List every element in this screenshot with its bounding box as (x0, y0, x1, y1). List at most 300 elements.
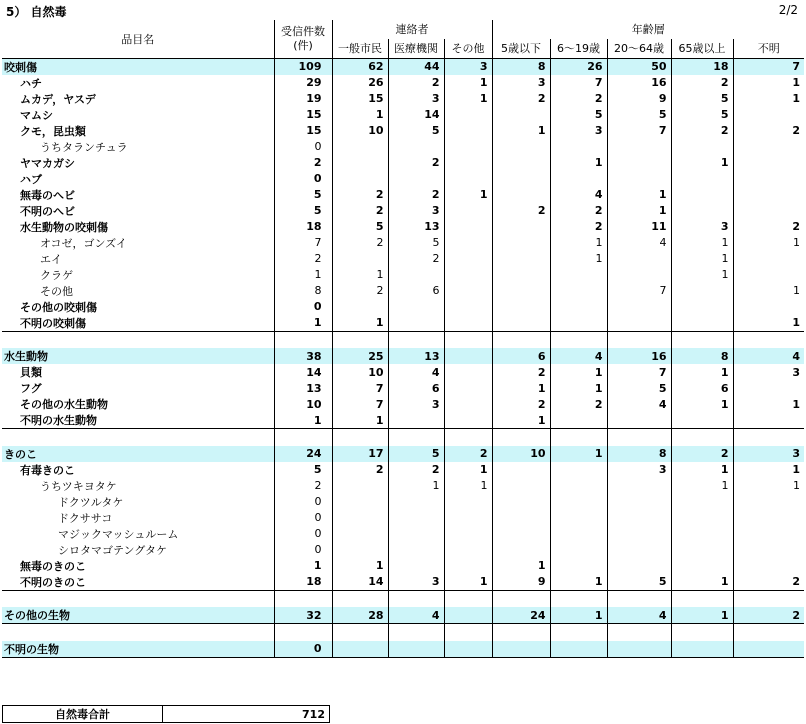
row-value (733, 331, 804, 348)
row-value: 1 (733, 315, 804, 332)
row-value (444, 219, 492, 235)
row-value (444, 267, 492, 283)
row-value: 2 (444, 446, 492, 462)
row-value (607, 155, 671, 171)
row-value: 26 (550, 58, 607, 75)
row-value: 3 (733, 446, 804, 462)
row-value (444, 203, 492, 219)
row-value (550, 542, 607, 558)
table-row (2, 91, 804, 107)
row-value (388, 171, 444, 187)
header-col: 6～19歳 (550, 39, 607, 58)
row-value (492, 139, 550, 155)
row-value: 7 (332, 396, 388, 412)
row-value: 13 (388, 219, 444, 235)
row-value: 18 (274, 219, 332, 235)
row-value: 10 (332, 364, 388, 380)
row-value: 1 (444, 462, 492, 478)
row-value: 1 (388, 478, 444, 494)
row-value: 2 (550, 203, 607, 219)
row-value: 2 (492, 91, 550, 107)
row-value: 4 (388, 364, 444, 380)
row-value: 14 (332, 574, 388, 591)
row-name: その他の咬刺傷 (20, 300, 97, 314)
row-value (607, 251, 671, 267)
row-value: 2 (550, 396, 607, 412)
row-value (492, 299, 550, 315)
row-value (607, 624, 671, 641)
row-value (671, 283, 733, 299)
row-value (492, 462, 550, 478)
row-value (444, 526, 492, 542)
row-value: 5 (332, 219, 388, 235)
row-value: 5 (388, 123, 444, 139)
row-value: 2 (332, 462, 388, 478)
row-value: 1 (550, 364, 607, 380)
row-value: 3 (607, 462, 671, 478)
row-value (550, 299, 607, 315)
row-value (444, 364, 492, 380)
row-value (550, 641, 607, 658)
table-row (2, 364, 804, 380)
row-value: 4 (550, 348, 607, 364)
row-value (492, 235, 550, 251)
row-value (550, 624, 607, 641)
row-value: 14 (388, 107, 444, 123)
row-value: 10 (274, 396, 332, 412)
table-row (2, 187, 804, 203)
header-item-name: 品目名 (2, 20, 274, 58)
table-row (2, 348, 804, 364)
row-value (671, 641, 733, 658)
row-value (550, 526, 607, 542)
row-value (444, 171, 492, 187)
row-value: 5 (671, 107, 733, 123)
row-value (444, 558, 492, 574)
row-value: 6 (492, 348, 550, 364)
row-value: 2 (388, 75, 444, 91)
row-value: 1 (492, 412, 550, 429)
row-value (388, 641, 444, 658)
row-value: 5 (274, 203, 332, 219)
row-value (492, 510, 550, 526)
row-value (332, 429, 388, 446)
row-value (444, 607, 492, 624)
row-value (332, 478, 388, 494)
row-value (388, 558, 444, 574)
page-number: 2/2 (778, 3, 798, 17)
row-value (733, 558, 804, 574)
row-value: 11 (607, 219, 671, 235)
row-value: 13 (388, 348, 444, 364)
row-value: 2 (733, 219, 804, 235)
table-row (2, 607, 804, 624)
row-value: 1 (550, 155, 607, 171)
row-value (388, 526, 444, 542)
row-value: 1 (733, 462, 804, 478)
row-name: ドクササコ (58, 511, 113, 525)
row-value (388, 267, 444, 283)
row-value: 1 (274, 315, 332, 332)
row-value (733, 155, 804, 171)
row-name: ドクツルタケ (58, 495, 124, 509)
row-value (550, 315, 607, 332)
row-value: 3 (388, 203, 444, 219)
row-value (444, 123, 492, 139)
table-row (2, 558, 804, 574)
row-value (733, 299, 804, 315)
row-value (388, 331, 444, 348)
row-value (444, 510, 492, 526)
row-value: 7 (733, 58, 804, 75)
row-value: 1 (444, 91, 492, 107)
row-name: 無毒のヘビ (20, 188, 75, 202)
row-value: 18 (671, 58, 733, 75)
total-label: 自然毒合計 (3, 706, 163, 723)
row-value: 2 (733, 574, 804, 591)
row-value: 1 (332, 558, 388, 574)
row-value (492, 641, 550, 658)
row-value: 2 (332, 283, 388, 299)
table-row (2, 75, 804, 91)
table-row (2, 590, 804, 607)
row-value (332, 510, 388, 526)
row-value (444, 542, 492, 558)
row-value: 2 (274, 155, 332, 171)
row-value (444, 412, 492, 429)
row-value (274, 590, 332, 607)
row-value (388, 542, 444, 558)
row-value: 16 (607, 75, 671, 91)
table-row (2, 219, 804, 235)
table-row (2, 446, 804, 462)
row-value (492, 187, 550, 203)
row-value (274, 624, 332, 641)
row-value: 3 (733, 364, 804, 380)
table-row (2, 494, 804, 510)
row-value (550, 139, 607, 155)
row-value (671, 299, 733, 315)
row-name: 不明のヘビ (20, 204, 75, 218)
row-value: 7 (607, 364, 671, 380)
row-value: 15 (274, 123, 332, 139)
row-value (607, 542, 671, 558)
header-col: 一般市民 (332, 39, 388, 58)
row-value (733, 641, 804, 658)
row-value (550, 412, 607, 429)
row-value (607, 526, 671, 542)
row-value: 6 (388, 283, 444, 299)
row-value: 1 (444, 187, 492, 203)
row-value (607, 641, 671, 658)
row-value (492, 478, 550, 494)
row-name: マムシ (20, 108, 53, 122)
row-name: ムカデ，ヤスデ (20, 92, 96, 106)
row-value: 28 (332, 607, 388, 624)
row-value: 1 (444, 478, 492, 494)
total-value: 712 (163, 706, 330, 723)
row-value (550, 478, 607, 494)
row-name: 有毒きのこ (20, 463, 75, 477)
row-value (492, 251, 550, 267)
row-value: 1 (550, 607, 607, 624)
row-value: 1 (550, 251, 607, 267)
row-value (733, 590, 804, 607)
row-value: 0 (274, 494, 332, 510)
table-row (2, 396, 804, 412)
row-value: 1 (733, 396, 804, 412)
row-value: 4 (550, 187, 607, 203)
table-row (2, 171, 804, 187)
row-value: 1 (550, 380, 607, 396)
table-row (2, 107, 804, 123)
row-value: 6 (388, 380, 444, 396)
row-value: 5 (550, 107, 607, 123)
table-row (2, 123, 804, 139)
row-value: 1 (671, 155, 733, 171)
row-value: 2 (388, 155, 444, 171)
row-value (388, 590, 444, 607)
row-value: 16 (607, 348, 671, 364)
row-value (492, 331, 550, 348)
header-contact: 連絡者 (332, 20, 492, 39)
header-col: 65歳以上 (671, 39, 733, 58)
row-value: 1 (671, 267, 733, 283)
row-value: 1 (444, 574, 492, 591)
row-value: 2 (274, 251, 332, 267)
row-value: 1 (671, 364, 733, 380)
row-value: 7 (274, 235, 332, 251)
row-value: 4 (607, 607, 671, 624)
row-value (388, 494, 444, 510)
row-value (671, 331, 733, 348)
row-value: 2 (733, 123, 804, 139)
table-row (2, 574, 804, 591)
row-value (388, 412, 444, 429)
row-value (550, 558, 607, 574)
row-value (332, 494, 388, 510)
row-value: 18 (274, 574, 332, 591)
row-value (444, 331, 492, 348)
row-value: 3 (388, 396, 444, 412)
row-name: 無毒のきのこ (20, 559, 86, 573)
header-age: 年齢層 (492, 20, 804, 39)
row-value (607, 331, 671, 348)
row-value: 1 (733, 283, 804, 299)
row-value: 3 (388, 574, 444, 591)
row-value (444, 299, 492, 315)
row-value: 1 (332, 267, 388, 283)
row-value: 2 (671, 446, 733, 462)
row-value: 15 (332, 91, 388, 107)
row-value (492, 219, 550, 235)
table-row (2, 380, 804, 396)
row-name (2, 331, 274, 348)
row-value (332, 590, 388, 607)
row-value (671, 412, 733, 429)
row-value: 7 (332, 380, 388, 396)
row-value (607, 590, 671, 607)
row-value: 1 (733, 235, 804, 251)
row-value (671, 315, 733, 332)
row-value (492, 429, 550, 446)
row-value (492, 494, 550, 510)
table-row (2, 331, 804, 348)
row-value: 1 (607, 187, 671, 203)
row-name: ハブ (20, 172, 42, 186)
row-value (733, 494, 804, 510)
row-value: 5 (607, 107, 671, 123)
row-value: 2 (550, 219, 607, 235)
row-value: 109 (274, 58, 332, 75)
row-value (444, 251, 492, 267)
row-value: 1 (274, 267, 332, 283)
header-col: 不明 (733, 39, 804, 58)
header-col: 5歳以下 (492, 39, 550, 58)
row-name (2, 624, 274, 641)
row-value (671, 203, 733, 219)
row-value: 5 (274, 187, 332, 203)
row-value (733, 203, 804, 219)
row-value: 1 (550, 235, 607, 251)
header-received-label: 受信件数 (281, 24, 325, 38)
row-value: 1 (671, 574, 733, 591)
row-value: 4 (733, 348, 804, 364)
row-value (492, 155, 550, 171)
row-value: 7 (550, 75, 607, 91)
table-row (2, 462, 804, 478)
table-row (2, 315, 804, 332)
row-value: 38 (274, 348, 332, 364)
row-value: 0 (274, 139, 332, 155)
row-value (607, 558, 671, 574)
row-value (733, 187, 804, 203)
row-value (444, 107, 492, 123)
row-value (444, 139, 492, 155)
row-value: 2 (550, 91, 607, 107)
total-table (2, 705, 330, 723)
row-value (550, 283, 607, 299)
row-value (444, 235, 492, 251)
row-value: 8 (274, 283, 332, 299)
row-value: 2 (492, 364, 550, 380)
table-row (2, 235, 804, 251)
row-value (492, 107, 550, 123)
row-name (2, 429, 274, 446)
row-value: 2 (388, 251, 444, 267)
row-value (388, 299, 444, 315)
row-value: 9 (492, 574, 550, 591)
row-value (733, 380, 804, 396)
row-value: 1 (671, 478, 733, 494)
table-row (2, 155, 804, 171)
row-value (607, 299, 671, 315)
row-value (607, 429, 671, 446)
row-value (733, 542, 804, 558)
row-value: 2 (332, 203, 388, 219)
table-row (2, 542, 804, 558)
row-name: うちツキヨタケ (40, 479, 117, 493)
row-name: ヤマカガシ (20, 156, 75, 170)
row-value (444, 315, 492, 332)
row-value (388, 624, 444, 641)
row-name: マジックマッシュルーム (58, 527, 179, 541)
row-value (671, 171, 733, 187)
row-value: 19 (274, 91, 332, 107)
row-value: 5 (274, 462, 332, 478)
row-value (444, 590, 492, 607)
row-value (733, 267, 804, 283)
row-value (607, 171, 671, 187)
row-value: 1 (444, 75, 492, 91)
row-value (550, 171, 607, 187)
row-value: 1 (332, 107, 388, 123)
row-value: 1 (492, 123, 550, 139)
row-name: 水生動物 (2, 348, 274, 364)
table-row (2, 283, 804, 299)
row-value (733, 251, 804, 267)
row-value (671, 624, 733, 641)
row-name: 不明のきのこ (2, 574, 274, 591)
row-value: 13 (274, 380, 332, 396)
row-value: 50 (607, 58, 671, 75)
row-value (492, 171, 550, 187)
row-value (607, 139, 671, 155)
row-value: 26 (332, 75, 388, 91)
row-value: 4 (388, 607, 444, 624)
row-value: 5 (607, 574, 671, 591)
row-value (607, 412, 671, 429)
row-value (492, 526, 550, 542)
row-value (607, 315, 671, 332)
row-value (550, 494, 607, 510)
row-value: 1 (733, 75, 804, 91)
row-value: 1 (274, 558, 332, 574)
row-value: 1 (671, 251, 733, 267)
row-value: 1 (671, 235, 733, 251)
row-value (733, 624, 804, 641)
row-value (332, 171, 388, 187)
table-row (2, 526, 804, 542)
row-name: 水生動物の咬刺傷 (20, 220, 108, 234)
row-value: 1 (492, 380, 550, 396)
row-value (607, 478, 671, 494)
row-value (388, 139, 444, 155)
row-value (607, 267, 671, 283)
table-row (2, 267, 804, 283)
row-value (444, 283, 492, 299)
row-name: その他 (40, 284, 73, 298)
row-value (332, 624, 388, 641)
row-value: 8 (492, 58, 550, 75)
header-col: 医療機関 (388, 39, 444, 58)
row-value: 2 (274, 478, 332, 494)
row-name: 不明の水生動物 (2, 412, 274, 429)
row-value (492, 542, 550, 558)
natural-toxin-table (2, 20, 804, 658)
row-value: 8 (607, 446, 671, 462)
row-value: 8 (671, 348, 733, 364)
row-value: 14 (274, 364, 332, 380)
row-value: 3 (492, 75, 550, 91)
row-value: 9 (607, 91, 671, 107)
table-row (2, 58, 804, 75)
row-value: 25 (332, 348, 388, 364)
row-value: 29 (274, 75, 332, 91)
row-value (444, 429, 492, 446)
row-value: 5 (388, 235, 444, 251)
row-value (444, 624, 492, 641)
